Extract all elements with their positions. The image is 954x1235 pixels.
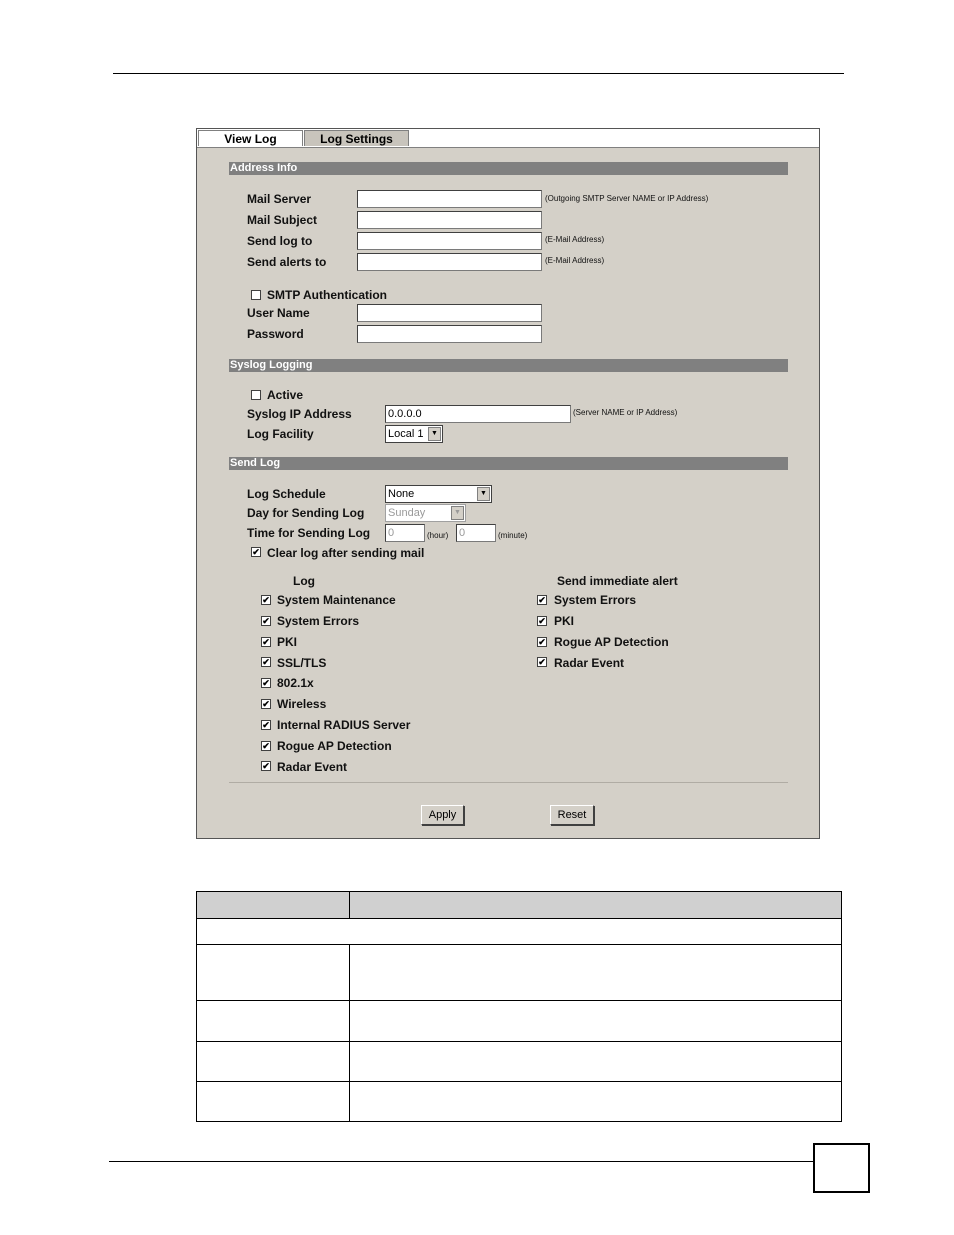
user-name-label: User Name — [247, 306, 310, 320]
log-item-label: System Maintenance — [277, 593, 396, 607]
log-pki-checkbox[interactable]: ✔ — [262, 637, 270, 647]
alert-column-heading: Send immediate alert — [557, 574, 678, 588]
log-internal-radius-checkbox[interactable]: ✔ — [262, 720, 270, 730]
time-label: Time for Sending Log — [247, 526, 371, 540]
mail-subject-input[interactable] — [357, 211, 542, 229]
day-label: Day for Sending Log — [247, 506, 365, 520]
mail-server-label: Mail Server — [247, 192, 312, 206]
log-facility-select[interactable] — [385, 425, 443, 443]
minute-hint: (minute) — [498, 531, 528, 540]
tab-view-log[interactable]: View Log — [198, 130, 303, 146]
alert-pki-checkbox[interactable]: ✔ — [538, 616, 546, 626]
password-input[interactable] — [357, 325, 542, 343]
mail-subject-label: Mail Subject — [247, 213, 318, 227]
syslog-active-label: Active — [267, 388, 304, 402]
tab-bar — [197, 129, 819, 148]
log-8021x-checkbox[interactable]: ✔ — [262, 678, 270, 688]
log-facility-value: Local 1 — [388, 428, 424, 440]
clear-log-label: Clear log after sending mail — [267, 546, 425, 560]
page-number-box — [813, 1143, 870, 1193]
log-item-label: PKI — [277, 635, 298, 649]
section-send-log: Send Log — [229, 457, 788, 470]
apply-button[interactable]: Apply — [421, 805, 464, 825]
dropdown-arrow-icon[interactable]: ▼ — [477, 487, 490, 501]
password-label: Password — [247, 327, 304, 341]
log-system-maintenance-checkbox[interactable]: ✔ — [262, 595, 270, 605]
header-rule — [113, 73, 844, 74]
send-alerts-to-input[interactable] — [357, 253, 542, 271]
table-column-divider — [349, 945, 350, 1122]
smtp-auth-checkbox[interactable] — [251, 290, 261, 300]
alert-item-label: System Errors — [554, 593, 637, 607]
user-name-input[interactable] — [357, 304, 542, 322]
footer-rule — [109, 1161, 814, 1162]
table-row — [197, 945, 841, 1001]
table-header-row — [197, 892, 841, 919]
log-wireless-checkbox[interactable]: ✔ — [262, 699, 270, 709]
alert-item-label: PKI — [554, 614, 575, 628]
log-settings-screen — [196, 128, 820, 839]
section-syslog-logging: Syslog Logging — [229, 359, 788, 372]
log-column-heading: Log — [293, 574, 315, 588]
reset-button[interactable]: Reset — [550, 805, 594, 825]
log-ssl-tls-checkbox[interactable]: ✔ — [262, 657, 270, 667]
send-log-to-input[interactable] — [357, 232, 542, 250]
log-item-label: Wireless — [277, 697, 327, 711]
dropdown-arrow-icon[interactable]: ▼ — [451, 506, 464, 520]
alert-system-errors-checkbox[interactable]: ✔ — [538, 595, 546, 605]
syslog-ip-hint: (Server NAME or IP Address) — [573, 408, 678, 417]
dropdown-arrow-icon[interactable]: ▼ — [428, 427, 441, 441]
log-system-errors-checkbox[interactable]: ✔ — [262, 616, 270, 626]
log-radar-event-checkbox[interactable]: ✔ — [262, 761, 270, 771]
table-section-row — [197, 919, 841, 945]
log-schedule-value: None — [388, 488, 415, 500]
log-rogue-ap-checkbox[interactable]: ✔ — [262, 741, 270, 751]
syslog-active-checkbox[interactable] — [251, 390, 261, 400]
syslog-ip-input[interactable]: 0.0.0.0 — [385, 405, 571, 423]
field-description-table — [196, 891, 842, 1122]
mail-server-hint: (Outgoing SMTP Server NAME or IP Address) — [545, 194, 709, 203]
send-log-to-hint: (E-Mail Address) — [545, 235, 605, 244]
send-alerts-to-hint: (E-Mail Address) — [545, 256, 605, 265]
log-item-label: Radar Event — [277, 760, 348, 774]
minute-input[interactable]: 0 — [456, 524, 496, 542]
log-item-label: SSL/TLS — [277, 656, 327, 670]
section-address-info: Address Info — [229, 162, 788, 175]
table-row — [197, 1001, 841, 1042]
day-value: Sunday — [388, 507, 426, 519]
alert-item-label: Rogue AP Detection — [554, 635, 669, 649]
day-select[interactable] — [385, 504, 466, 522]
log-item-label: Rogue AP Detection — [277, 739, 392, 753]
table-column-divider — [349, 892, 350, 919]
tab-log-settings[interactable]: Log Settings — [304, 130, 409, 146]
log-item-label: 802.1x — [277, 676, 314, 690]
log-item-label: Internal RADIUS Server — [277, 718, 411, 732]
alert-item-label: Radar Event — [554, 656, 625, 670]
alert-rogue-ap-checkbox[interactable]: ✔ — [538, 637, 546, 647]
mail-server-input[interactable] — [357, 190, 542, 208]
alert-radar-event-checkbox[interactable]: ✔ — [538, 657, 546, 667]
send-alerts-to-label: Send alerts to — [247, 255, 327, 269]
clear-log-checkbox[interactable]: ✔ — [252, 547, 260, 557]
log-schedule-select[interactable] — [385, 485, 492, 503]
table-row — [197, 1042, 841, 1082]
syslog-ip-label: Syslog IP Address — [247, 407, 352, 421]
log-schedule-label: Log Schedule — [247, 487, 326, 501]
send-log-to-label: Send log to — [247, 234, 313, 248]
log-item-label: System Errors — [277, 614, 360, 628]
hour-hint: (hour) — [427, 531, 449, 540]
divider — [229, 782, 788, 783]
hour-input[interactable]: 0 — [385, 524, 425, 542]
smtp-auth-label: SMTP Authentication — [267, 288, 387, 302]
log-facility-label: Log Facility — [247, 427, 314, 441]
